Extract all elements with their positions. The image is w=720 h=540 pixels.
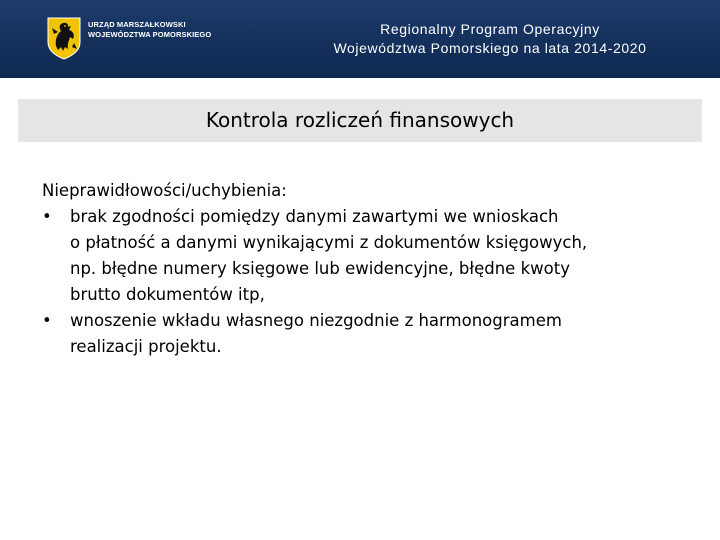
griffin-coat-of-arms-icon — [46, 16, 82, 60]
org-name-line-1: URZĄD MARSZAŁKOWSKI — [88, 20, 186, 29]
content-heading: Nieprawidłowości/uchybienia: — [42, 181, 287, 200]
program-title-line-1: Regionalny Program Operacyjny — [380, 21, 600, 37]
slide-content — [42, 178, 702, 360]
bullet-line: brak zgodności pomiędzy danymi zawartymi we wnioskach — [70, 207, 559, 226]
bullet-item — [42, 308, 702, 360]
bullet-line: wnoszenie wkładu własnego niezgodnie z harmonogramem — [70, 311, 562, 330]
organization-name — [88, 20, 211, 40]
bullet-list — [42, 204, 702, 360]
bullet-line: realizacji projektu. — [70, 337, 222, 356]
program-title-line-2: Województwa Pomorskiego na lata 2014-2020 — [333, 40, 647, 56]
org-name-line-2: WOJEWÓDZTWA POMORSKIEGO — [88, 30, 212, 39]
bullet-line: o płatność a danymi wynikającymi z dokumentów księgowych, — [70, 233, 588, 252]
header-banner — [0, 0, 720, 78]
bullet-dot-icon: • — [42, 311, 52, 330]
bullet-dot-icon: • — [42, 207, 52, 226]
bullet-line: brutto dokumentów itp, — [70, 285, 265, 304]
program-title — [270, 20, 710, 58]
bullet-line: np. błędne numery księgowe lub ewidencyjne, błędne kwoty — [70, 259, 570, 278]
section-title-bar — [18, 99, 702, 142]
section-title: Kontrola rozliczeń finansowych — [205, 108, 515, 132]
bullet-item — [42, 204, 702, 308]
